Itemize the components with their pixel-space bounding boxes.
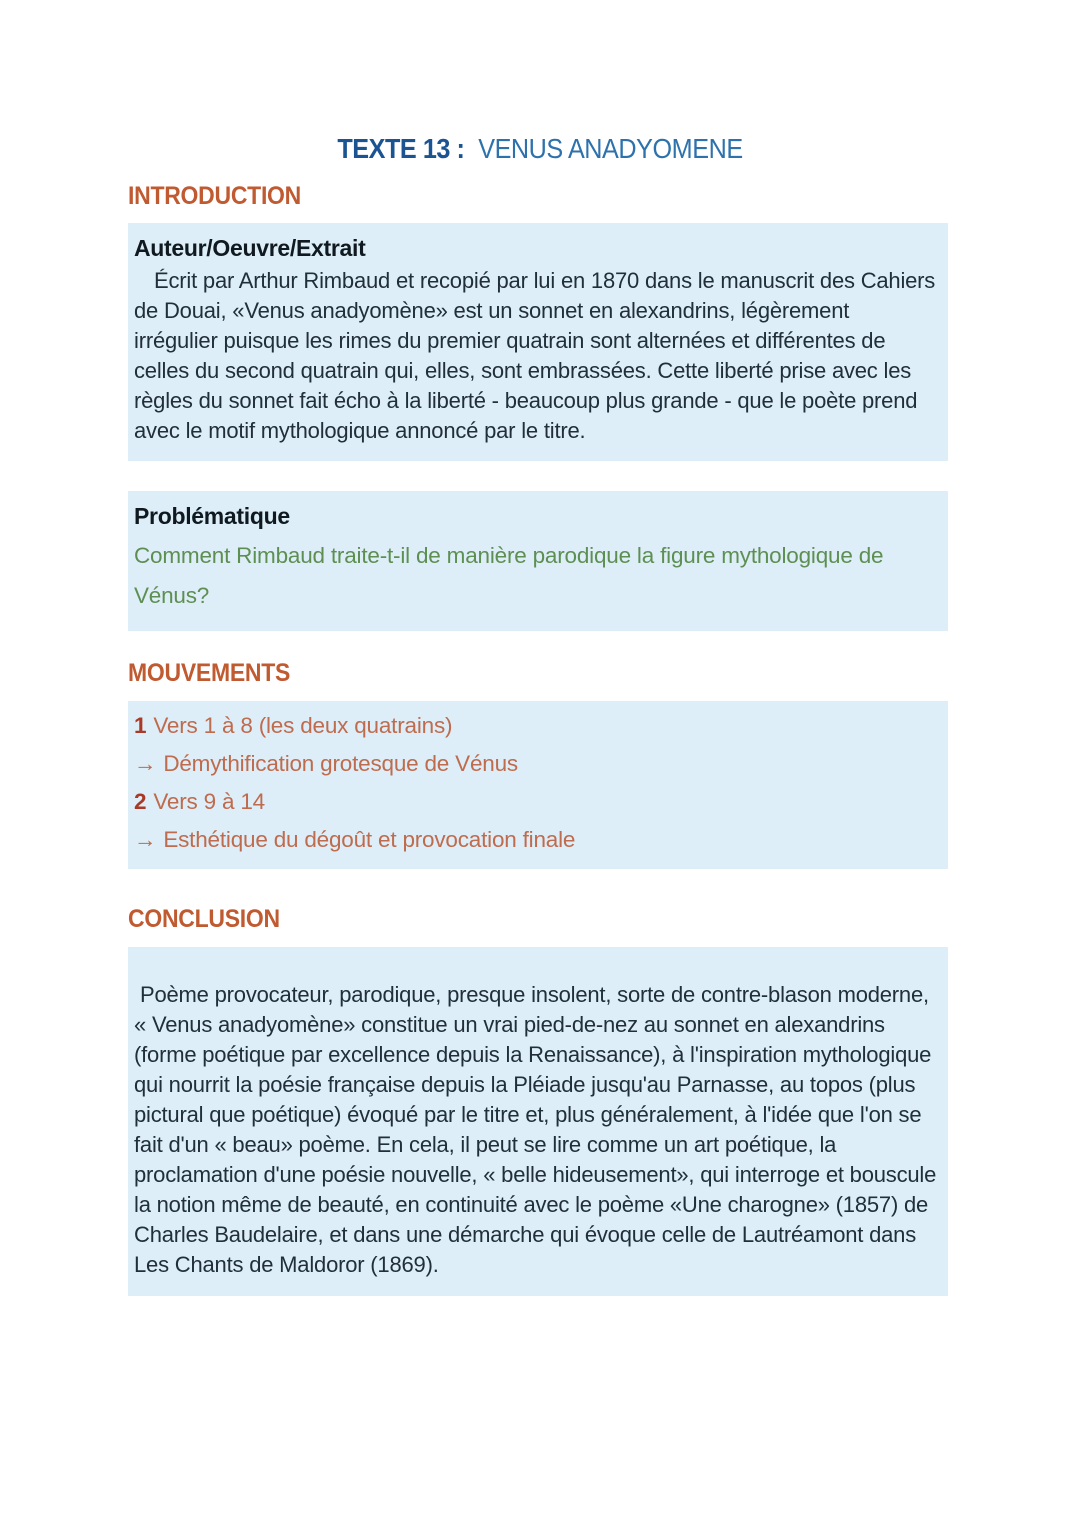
arrow-right-icon: → [134, 827, 157, 852]
author-box-heading: Auteur/Oeuvre/Extrait [134, 235, 366, 261]
mouvement-1-description: Démythification grotesque de Vénus [163, 751, 518, 776]
mouvement-1-number: 1 [134, 713, 147, 738]
author-box-paragraph: Écrit par Arthur Rimbaud et recopié par lui en 1870 dans le manuscrit des Cahiers de Douai, «Venus anadyomène» est un sonnet en alexandrins, légèrement irrégulier puisque les rimes du premier quatrain sont alternées et différentes de celles du second quatrain qui, elles, sont embrassées. Cette liberté prise avec les règles du sonnet fait écho à la liberté - beaucoup plus grande - que le poète prend avec le motif mythologique annoncé par le titre. [134, 268, 936, 443]
mouvement-1-label: Vers 1 à 8 (les deux quatrains) [153, 713, 453, 738]
mouvement-2-description-line [134, 821, 938, 859]
mouvement-2-label: Vers 9 à 14 [153, 789, 265, 814]
mouvements-box [128, 701, 948, 869]
conclusion-box [128, 947, 948, 1296]
problematique-box [128, 491, 948, 631]
conclusion-paragraph: Poème provocateur, parodique, presque insolent, sorte de contre-blason moderne, « Venus anadyomène» constitue un vrai pied-de-nez au sonnet en alexandrins (forme poétique par excellence depuis la Renaissance), à l'inspiration mythologique qui nourrit la poésie française depuis la Pléiade jusqu'au Parnasse, au topos (plus pictural que poétique) évoqué par le titre et, plus généralement, à l'idée que l'on se fait d'un « beau» poème. En cela, il peut se lire comme un art poétique, la proclamation d'une poésie nouvelle, « belle hideusement», qui interroge et bouscule la notion même de beauté, en continuité avec le poème «Une charogne» (1857) de Charles Baudelaire, et dans une démarche qui évoque celle de Lautréamont dans Les Chants de Maldoror (1869). [134, 982, 937, 1277]
author-box [128, 223, 948, 461]
page-title [54, 0, 1026, 164]
title-prefix: TEXTE 13 : [337, 133, 465, 164]
mouvement-2-description: Esthétique du dégoût et provocation finale [163, 827, 576, 852]
title-text: VENUS ANADYOMENE [478, 133, 743, 164]
arrow-right-icon: → [134, 751, 157, 776]
problematique-question: Comment Rimbaud traite-t-il de manière parodique la figure mythologique de Vénus? [134, 543, 884, 608]
mouvements-heading: MOUVEMENTS [128, 659, 291, 687]
document-content [128, 183, 948, 1296]
problematique-heading: Problématique [134, 503, 290, 529]
introduction-heading: INTRODUCTION [128, 182, 302, 210]
conclusion-heading: CONCLUSION [128, 905, 280, 933]
mouvement-2-number: 2 [134, 789, 147, 814]
mouvement-2-title-line [134, 783, 938, 821]
mouvement-1-title-line [134, 707, 938, 745]
mouvement-1-description-line [134, 745, 938, 783]
